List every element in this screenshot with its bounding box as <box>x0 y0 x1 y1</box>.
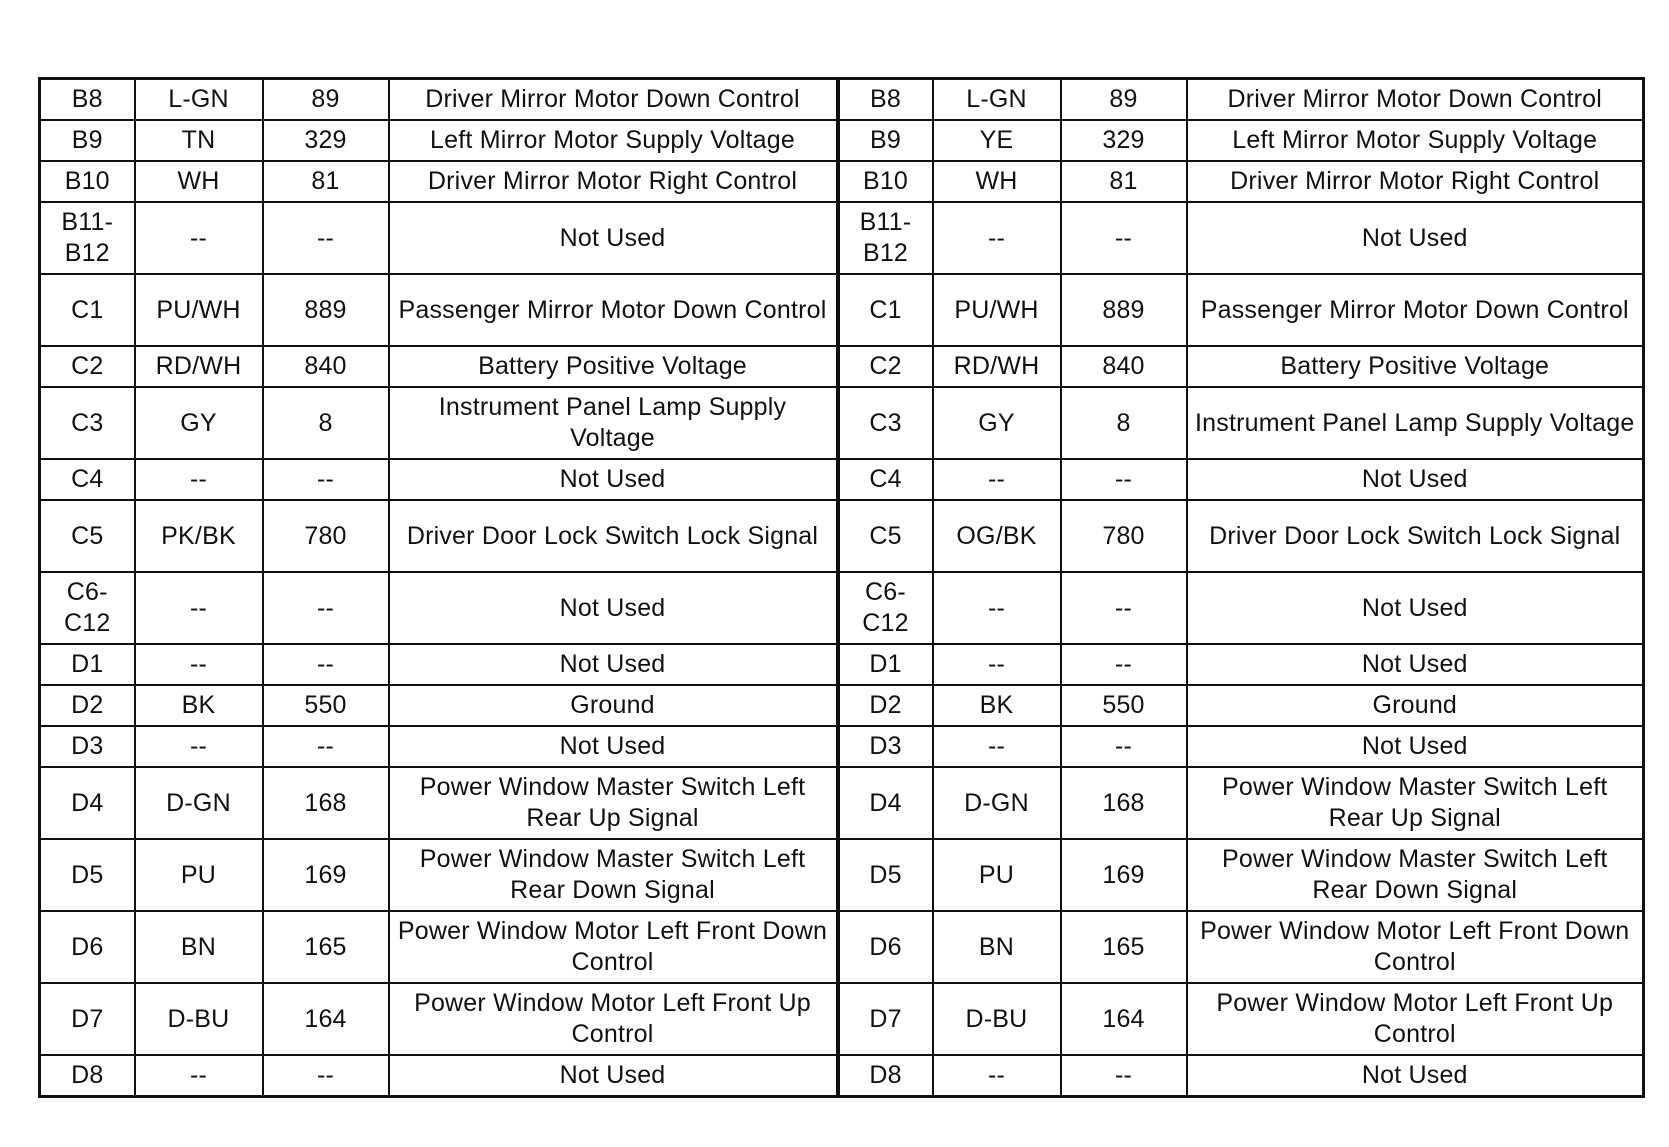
left-function-cell: Passenger Mirror Motor Down Control <box>389 274 838 346</box>
right-pin-cell: C6-C12 <box>838 572 933 644</box>
right-wire-color-cell: -- <box>933 459 1061 500</box>
left-pin-cell: D7 <box>40 983 135 1055</box>
left-pin-cell: C1 <box>40 274 135 346</box>
right-pin-cell: C5 <box>838 500 933 572</box>
right-function-cell: Driver Mirror Motor Down Control <box>1187 79 1644 121</box>
left-function-cell: Not Used <box>389 644 838 685</box>
left-wire-color-cell: BK <box>135 685 263 726</box>
right-circuit-number-cell: -- <box>1061 726 1187 767</box>
left-wire-color-cell: D-BU <box>135 983 263 1055</box>
right-circuit-number-cell: 840 <box>1061 346 1187 387</box>
table-row <box>40 387 1644 459</box>
right-wire-color-cell: -- <box>933 1055 1061 1097</box>
left-circuit-number-cell: 81 <box>263 161 389 202</box>
table-row <box>40 983 1644 1055</box>
right-function-cell: Not Used <box>1187 459 1644 500</box>
left-circuit-number-cell: -- <box>263 459 389 500</box>
left-pin-cell: C6-C12 <box>40 572 135 644</box>
left-pin-cell: D5 <box>40 839 135 911</box>
right-function-cell: Power Window Master Switch Left Rear Up Signal <box>1187 767 1644 839</box>
left-function-cell: Driver Mirror Motor Right Control <box>389 161 838 202</box>
right-pin-cell: C3 <box>838 387 933 459</box>
right-pin-cell: D4 <box>838 767 933 839</box>
table-row <box>40 346 1644 387</box>
right-pin-cell: D6 <box>838 911 933 983</box>
right-pin-cell: B9 <box>838 120 933 161</box>
right-circuit-number-cell: -- <box>1061 202 1187 274</box>
left-pin-cell: C5 <box>40 500 135 572</box>
right-wire-color-cell: WH <box>933 161 1061 202</box>
left-wire-color-cell: D-GN <box>135 767 263 839</box>
right-circuit-number-cell: 329 <box>1061 120 1187 161</box>
left-circuit-number-cell: 165 <box>263 911 389 983</box>
left-pin-cell: D3 <box>40 726 135 767</box>
left-circuit-number-cell: 889 <box>263 274 389 346</box>
right-function-cell: Driver Door Lock Switch Lock Signal <box>1187 500 1644 572</box>
right-pin-cell: B8 <box>838 79 933 121</box>
left-pin-cell: D1 <box>40 644 135 685</box>
right-wire-color-cell: GY <box>933 387 1061 459</box>
right-wire-color-cell: D-BU <box>933 983 1061 1055</box>
left-pin-cell: C3 <box>40 387 135 459</box>
left-function-cell: Not Used <box>389 202 838 274</box>
right-wire-color-cell: -- <box>933 726 1061 767</box>
left-circuit-number-cell: -- <box>263 202 389 274</box>
right-function-cell: Not Used <box>1187 1055 1644 1097</box>
left-circuit-number-cell: 169 <box>263 839 389 911</box>
right-function-cell: Power Window Motor Left Front Down Control <box>1187 911 1644 983</box>
left-wire-color-cell: PU/WH <box>135 274 263 346</box>
left-wire-color-cell: -- <box>135 459 263 500</box>
right-circuit-number-cell: 780 <box>1061 500 1187 572</box>
left-wire-color-cell: -- <box>135 202 263 274</box>
right-circuit-number-cell: 165 <box>1061 911 1187 983</box>
table-row <box>40 459 1644 500</box>
table-row <box>40 1055 1644 1097</box>
right-pin-cell: D2 <box>838 685 933 726</box>
right-circuit-number-cell: 550 <box>1061 685 1187 726</box>
left-wire-color-cell: RD/WH <box>135 346 263 387</box>
left-function-cell: Not Used <box>389 572 838 644</box>
right-function-cell: Battery Positive Voltage <box>1187 346 1644 387</box>
left-function-cell: Not Used <box>389 726 838 767</box>
right-pin-cell: C4 <box>838 459 933 500</box>
table-row <box>40 79 1644 121</box>
pin-table-body <box>40 79 1644 1097</box>
left-wire-color-cell: PU <box>135 839 263 911</box>
left-pin-cell: C2 <box>40 346 135 387</box>
right-circuit-number-cell: -- <box>1061 1055 1187 1097</box>
right-function-cell: Passenger Mirror Motor Down Control <box>1187 274 1644 346</box>
left-pin-cell: B11-B12 <box>40 202 135 274</box>
left-pin-cell: D4 <box>40 767 135 839</box>
right-circuit-number-cell: -- <box>1061 459 1187 500</box>
left-circuit-number-cell: 840 <box>263 346 389 387</box>
table-row <box>40 274 1644 346</box>
right-wire-color-cell: OG/BK <box>933 500 1061 572</box>
right-function-cell: Ground <box>1187 685 1644 726</box>
table-row <box>40 839 1644 911</box>
right-circuit-number-cell: 169 <box>1061 839 1187 911</box>
left-pin-cell: B10 <box>40 161 135 202</box>
left-pin-cell: B9 <box>40 120 135 161</box>
right-wire-color-cell: D-GN <box>933 767 1061 839</box>
right-pin-cell: C2 <box>838 346 933 387</box>
right-function-cell: Not Used <box>1187 726 1644 767</box>
right-circuit-number-cell: 8 <box>1061 387 1187 459</box>
table-row <box>40 500 1644 572</box>
right-pin-cell: D7 <box>838 983 933 1055</box>
left-pin-cell: D8 <box>40 1055 135 1097</box>
right-circuit-number-cell: 164 <box>1061 983 1187 1055</box>
left-circuit-number-cell: -- <box>263 644 389 685</box>
right-pin-cell: B10 <box>838 161 933 202</box>
left-wire-color-cell: -- <box>135 572 263 644</box>
left-circuit-number-cell: 550 <box>263 685 389 726</box>
left-wire-color-cell: GY <box>135 387 263 459</box>
table-row <box>40 572 1644 644</box>
right-circuit-number-cell: 889 <box>1061 274 1187 346</box>
right-function-cell: Power Window Master Switch Left Rear Down Signal <box>1187 839 1644 911</box>
table-row <box>40 685 1644 726</box>
right-wire-color-cell: -- <box>933 572 1061 644</box>
right-wire-color-cell: YE <box>933 120 1061 161</box>
left-circuit-number-cell: -- <box>263 726 389 767</box>
right-function-cell: Not Used <box>1187 572 1644 644</box>
right-wire-color-cell: PU <box>933 839 1061 911</box>
left-function-cell: Power Window Master Switch Left Rear Up Signal <box>389 767 838 839</box>
right-circuit-number-cell: -- <box>1061 572 1187 644</box>
right-pin-cell: B11-B12 <box>838 202 933 274</box>
right-pin-cell: D8 <box>838 1055 933 1097</box>
left-circuit-number-cell: 329 <box>263 120 389 161</box>
right-pin-cell: D3 <box>838 726 933 767</box>
right-function-cell: Power Window Motor Left Front Up Control <box>1187 983 1644 1055</box>
left-wire-color-cell: BN <box>135 911 263 983</box>
left-wire-color-cell: L-GN <box>135 79 263 121</box>
left-circuit-number-cell: 8 <box>263 387 389 459</box>
table-row <box>40 767 1644 839</box>
left-function-cell: Left Mirror Motor Supply Voltage <box>389 120 838 161</box>
right-circuit-number-cell: 89 <box>1061 79 1187 121</box>
left-circuit-number-cell: 89 <box>263 79 389 121</box>
table-row <box>40 120 1644 161</box>
left-circuit-number-cell: -- <box>263 1055 389 1097</box>
table-row <box>40 161 1644 202</box>
table-row <box>40 644 1644 685</box>
right-wire-color-cell: -- <box>933 644 1061 685</box>
table-row <box>40 911 1644 983</box>
right-pin-cell: C1 <box>838 274 933 346</box>
left-pin-cell: C4 <box>40 459 135 500</box>
left-function-cell: Power Window Master Switch Left Rear Down Signal <box>389 839 838 911</box>
left-circuit-number-cell: 168 <box>263 767 389 839</box>
left-wire-color-cell: WH <box>135 161 263 202</box>
left-wire-color-cell: PK/BK <box>135 500 263 572</box>
left-wire-color-cell: -- <box>135 1055 263 1097</box>
left-pin-cell: D6 <box>40 911 135 983</box>
left-wire-color-cell: -- <box>135 644 263 685</box>
right-circuit-number-cell: -- <box>1061 644 1187 685</box>
left-function-cell: Power Window Motor Left Front Down Control <box>389 911 838 983</box>
right-circuit-number-cell: 168 <box>1061 767 1187 839</box>
pin-table <box>38 77 1645 1098</box>
table-row <box>40 202 1644 274</box>
right-wire-color-cell: PU/WH <box>933 274 1061 346</box>
left-function-cell: Driver Mirror Motor Down Control <box>389 79 838 121</box>
right-wire-color-cell: BK <box>933 685 1061 726</box>
right-function-cell: Not Used <box>1187 202 1644 274</box>
right-pin-cell: D1 <box>838 644 933 685</box>
right-function-cell: Left Mirror Motor Supply Voltage <box>1187 120 1644 161</box>
right-function-cell: Not Used <box>1187 644 1644 685</box>
left-circuit-number-cell: -- <box>263 572 389 644</box>
left-circuit-number-cell: 164 <box>263 983 389 1055</box>
left-circuit-number-cell: 780 <box>263 500 389 572</box>
left-function-cell: Driver Door Lock Switch Lock Signal <box>389 500 838 572</box>
right-pin-cell: D5 <box>838 839 933 911</box>
right-function-cell: Driver Mirror Motor Right Control <box>1187 161 1644 202</box>
right-wire-color-cell: -- <box>933 202 1061 274</box>
left-function-cell: Instrument Panel Lamp Supply Voltage <box>389 387 838 459</box>
left-function-cell: Not Used <box>389 1055 838 1097</box>
left-function-cell: Battery Positive Voltage <box>389 346 838 387</box>
right-wire-color-cell: BN <box>933 911 1061 983</box>
right-wire-color-cell: RD/WH <box>933 346 1061 387</box>
left-function-cell: Not Used <box>389 459 838 500</box>
table-row <box>40 726 1644 767</box>
left-pin-cell: B8 <box>40 79 135 121</box>
right-wire-color-cell: L-GN <box>933 79 1061 121</box>
left-wire-color-cell: TN <box>135 120 263 161</box>
left-pin-cell: D2 <box>40 685 135 726</box>
right-circuit-number-cell: 81 <box>1061 161 1187 202</box>
right-function-cell: Instrument Panel Lamp Supply Voltage <box>1187 387 1644 459</box>
left-function-cell: Ground <box>389 685 838 726</box>
left-function-cell: Power Window Motor Left Front Up Control <box>389 983 838 1055</box>
left-wire-color-cell: -- <box>135 726 263 767</box>
